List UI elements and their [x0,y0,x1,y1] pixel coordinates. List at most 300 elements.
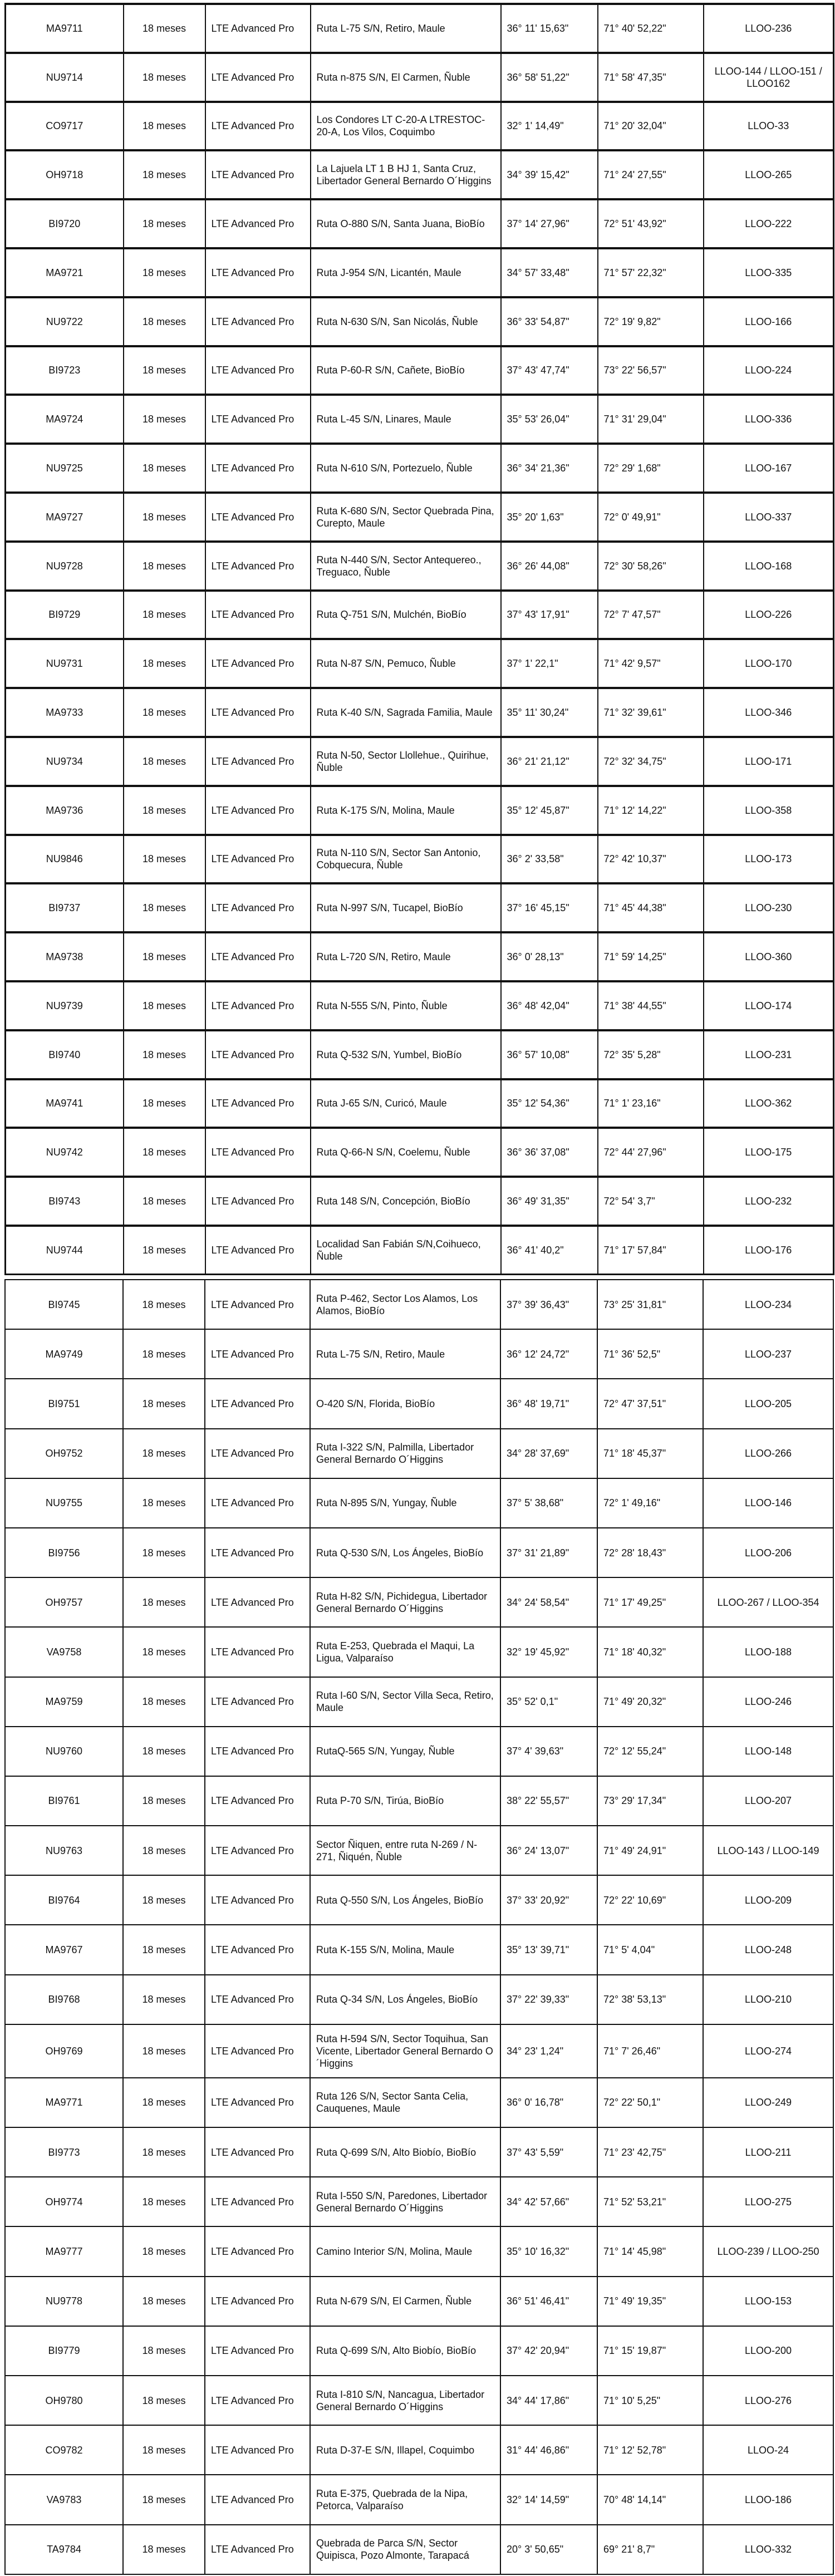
site-code-cell: BI9737 [6,883,124,932]
address-cell: Ruta L-75 S/N, Retiro, Maule [311,4,501,53]
reference-id-cell: LLOO-265 [704,150,834,199]
site-code-cell: NU9722 [6,297,124,346]
duration-cell: 18 meses [124,932,205,981]
technology-cell: LTE Advanced Pro [205,1727,310,1776]
table-row [6,932,834,981]
technology-cell: LTE Advanced Pro [205,981,311,1030]
technology-cell: LTE Advanced Pro [205,248,311,297]
table-row [6,53,834,102]
table-row [6,493,834,542]
reference-id-cell: LLOO-173 [704,835,834,884]
longitude-cell: 72° 0' 49,91" [598,493,704,542]
duration-cell: 18 meses [123,2024,205,2078]
longitude-cell: 71° 18' 45,37" [597,1429,703,1478]
sites-table-part-2 [4,1279,834,2575]
reference-id-cell: LLOO-276 [703,2376,833,2425]
site-code-cell: MA9759 [5,1677,123,1727]
site-code-cell: OH9769 [5,2024,123,2078]
reference-id-cell: LLOO-275 [703,2177,833,2226]
reference-id-cell: LLOO-230 [704,883,834,932]
site-code-cell: BI9756 [5,1528,123,1577]
table-row [5,1627,833,1677]
latitude-cell: 36° 33' 54,87" [501,297,598,346]
address-cell: Ruta N-50, Sector Llollehue., Quirihue, Ñuble [311,737,501,786]
longitude-cell: 71° 59' 14,25" [598,932,704,981]
duration-cell: 18 meses [124,4,205,53]
duration-cell: 18 meses [124,493,205,542]
reference-id-cell: LLOO-226 [704,591,834,640]
site-code-cell: CO9782 [5,2425,123,2475]
reference-id-cell: LLOO-362 [704,1079,834,1128]
reference-id-cell: LLOO-170 [704,639,834,688]
duration-cell: 18 meses [124,639,205,688]
latitude-cell: 35° 13' 39,71" [500,1925,597,1974]
duration-cell: 18 meses [124,102,205,151]
latitude-cell: 34° 42' 57,66" [500,2177,597,2226]
longitude-cell: 71° 31' 29,04" [598,395,704,444]
duration-cell: 18 meses [124,444,205,493]
duration-cell: 18 meses [123,2277,205,2326]
reference-id-cell: LLOO-174 [704,981,834,1030]
address-cell: Ruta Q-530 S/N, Los Ángeles, BioBío [310,1528,500,1577]
duration-cell: 18 meses [123,1329,205,1379]
reference-id-cell: LLOO-222 [704,199,834,248]
address-cell: Ruta L-75 S/N, Retiro, Maule [310,1329,500,1379]
table-row [5,1379,833,1428]
longitude-cell: 71° 57' 22,32" [598,248,704,297]
duration-cell: 18 meses [124,53,205,102]
address-cell: Ruta Q-66-N S/N, Coelemu, Ñuble [311,1128,501,1177]
latitude-cell: 36° 36' 37,08" [501,1128,598,1177]
reference-id-cell: LLOO-224 [704,346,834,395]
duration-cell: 18 meses [124,395,205,444]
reference-id-cell: LLOO-186 [703,2475,833,2524]
duration-cell: 18 meses [123,1379,205,1428]
latitude-cell: 37° 5' 38,68" [500,1478,597,1528]
latitude-cell: 35° 20' 1,63" [501,493,598,542]
table-row [6,981,834,1030]
technology-cell: LTE Advanced Pro [205,395,311,444]
table-row [6,395,834,444]
latitude-cell: 35° 11' 30,24" [501,688,598,737]
duration-cell: 18 meses [124,346,205,395]
technology-cell: LTE Advanced Pro [205,1528,310,1577]
table-row [5,1677,833,1727]
address-cell: Ruta J-65 S/N, Curicó, Maule [311,1079,501,1128]
latitude-cell: 32° 19' 45,92" [500,1627,597,1677]
table-row [6,639,834,688]
reference-id-cell: LLOO-167 [704,444,834,493]
address-cell: Ruta n-875 S/N, El Carmen, Ñuble [311,53,501,102]
technology-cell: LTE Advanced Pro [205,1627,310,1677]
longitude-cell: 71° 20' 32,04" [598,102,704,151]
duration-cell: 18 meses [123,1528,205,1577]
latitude-cell: 37° 33' 20,92" [500,1875,597,1925]
longitude-cell: 72° 54' 3,7" [598,1177,704,1226]
table-row [6,591,834,640]
technology-cell: LTE Advanced Pro [205,2226,310,2276]
technology-cell: LTE Advanced Pro [205,444,311,493]
longitude-cell: 73° 22' 56,57" [598,346,704,395]
latitude-cell: 20° 3' 50,65" [500,2525,597,2574]
address-cell: Ruta N-630 S/N, San Nicolás, Ñuble [311,297,501,346]
reference-id-cell: LLOO-166 [704,297,834,346]
site-code-cell: NU9728 [6,542,124,591]
reference-id-cell: LLOO-239 / LLOO-250 [703,2226,833,2276]
address-cell: Ruta Q-532 S/N, Yumbel, BioBío [311,1030,501,1079]
duration-cell: 18 meses [123,2376,205,2425]
reference-id-cell: LLOO-360 [704,932,834,981]
table-row [6,346,834,395]
site-code-cell: VA9783 [5,2475,123,2524]
duration-cell: 18 meses [124,297,205,346]
reference-id-cell: LLOO-171 [704,737,834,786]
longitude-cell: 72° 47' 37,51" [597,1379,703,1428]
reference-id-cell: LLOO-232 [704,1177,834,1226]
reference-id-cell: LLOO-237 [703,1329,833,1379]
address-cell: Ruta Q-34 S/N, Los Ángeles, BioBío [310,1975,500,2024]
duration-cell: 18 meses [123,2226,205,2276]
longitude-cell: 71° 5' 4,04" [597,1925,703,1974]
longitude-cell: 72° 29' 1,68" [598,444,704,493]
table-row [5,1528,833,1577]
latitude-cell: 37° 14' 27,96" [501,199,598,248]
technology-cell: LTE Advanced Pro [205,2024,310,2078]
site-code-cell: NU9739 [6,981,124,1030]
technology-cell: LTE Advanced Pro [205,2078,310,2127]
longitude-cell: 71° 49' 19,35" [597,2277,703,2326]
site-code-cell: OH9718 [6,150,124,199]
address-cell: Ruta Q-550 S/N, Los Ángeles, BioBío [310,1875,500,1925]
address-cell: Ruta N-895 S/N, Yungay, Ñuble [310,1478,500,1528]
duration-cell: 18 meses [123,2525,205,2574]
latitude-cell: 36° 48' 42,04" [501,981,598,1030]
duration-cell: 18 meses [124,786,205,835]
address-cell: Ruta E-375, Quebrada de la Nipa, Petorca, Valparaíso [310,2475,500,2524]
site-code-cell: BI9773 [5,2127,123,2177]
longitude-cell: 71° 40' 52,22" [598,4,704,53]
reference-id-cell: LLOO-234 [703,1280,833,1329]
table-row [5,2326,833,2376]
duration-cell: 18 meses [123,1280,205,1329]
longitude-cell: 71° 14' 45,98" [597,2226,703,2276]
longitude-cell: 71° 58' 47,35" [598,53,704,102]
latitude-cell: 36° 26' 44,08" [501,542,598,591]
longitude-cell: 71° 24' 27,55" [598,150,704,199]
longitude-cell: 71° 10' 5,25" [597,2376,703,2425]
reference-id-cell: LLOO-332 [703,2525,833,2574]
duration-cell: 18 meses [123,1826,205,1875]
technology-cell: LTE Advanced Pro [205,591,311,640]
longitude-cell: 71° 12' 52,78" [597,2425,703,2475]
address-cell: Ruta P-70 S/N, Tirúa, BioBío [310,1776,500,1826]
site-code-cell: OH9780 [5,2376,123,2425]
site-code-cell: NU9760 [5,1727,123,1776]
longitude-cell: 72° 51' 43,92" [598,199,704,248]
duration-cell: 18 meses [124,591,205,640]
duration-cell: 18 meses [123,2078,205,2127]
longitude-cell: 73° 25' 31,81" [597,1280,703,1329]
address-cell: O-420 S/N, Florida, BioBío [310,1379,500,1428]
longitude-cell: 71° 38' 44,55" [598,981,704,1030]
reference-id-cell: LLOO-143 / LLOO-149 [703,1826,833,1875]
technology-cell: LTE Advanced Pro [205,1079,311,1128]
sites-table-part-1 [4,3,834,1275]
latitude-cell: 35° 12' 54,36" [501,1079,598,1128]
site-code-cell: MA9727 [6,493,124,542]
longitude-cell: 72° 28' 18,43" [597,1528,703,1577]
latitude-cell: 37° 43' 17,91" [501,591,598,640]
longitude-cell: 72° 42' 10,37" [598,835,704,884]
technology-cell: LTE Advanced Pro [205,1975,310,2024]
address-cell: Ruta Q-751 S/N, Mulchén, BioBío [311,591,501,640]
reference-id-cell: LLOO-146 [703,1478,833,1528]
latitude-cell: 36° 12' 24,72" [500,1329,597,1379]
table-row [5,1975,833,2024]
site-code-cell: NU9778 [5,2277,123,2326]
longitude-cell: 71° 7' 26,46" [597,2024,703,2078]
technology-cell: LTE Advanced Pro [205,297,311,346]
duration-cell: 18 meses [124,199,205,248]
latitude-cell: 36° 34' 21,36" [501,444,598,493]
technology-cell: LTE Advanced Pro [205,1128,311,1177]
reference-id-cell: LLOO-188 [703,1627,833,1677]
latitude-cell: 37° 16' 45,15" [501,883,598,932]
site-code-cell: BI9720 [6,199,124,248]
reference-id-cell: LLOO-335 [704,248,834,297]
site-code-cell: NU9731 [6,639,124,688]
reference-id-cell: LLOO-33 [704,102,834,151]
table-row [5,2525,833,2574]
table-row [6,248,834,297]
site-code-cell: MA9721 [6,248,124,297]
site-code-cell: BI9779 [5,2326,123,2376]
latitude-cell: 31° 44' 46,86" [500,2425,597,2475]
reference-id-cell: LLOO-231 [704,1030,834,1079]
duration-cell: 18 meses [124,883,205,932]
latitude-cell: 36° 0' 16,78" [500,2078,597,2127]
longitude-cell: 71° 15' 19,87" [597,2326,703,2376]
table-row [6,199,834,248]
latitude-cell: 34° 23' 1,24" [500,2024,597,2078]
longitude-cell: 72° 22' 10,69" [597,1875,703,1925]
site-code-cell: MA9777 [5,2226,123,2276]
site-code-cell: NU9734 [6,737,124,786]
table-row [6,150,834,199]
table-row [5,1875,833,1925]
longitude-cell: 71° 52' 53,21" [597,2177,703,2226]
longitude-cell: 71° 23' 42,75" [597,2127,703,2177]
site-code-cell: MA9724 [6,395,124,444]
latitude-cell: 38° 22' 55,57" [500,1776,597,1826]
table-row [5,2475,833,2524]
site-code-cell: BI9740 [6,1030,124,1079]
technology-cell: LTE Advanced Pro [205,1776,310,1826]
technology-cell: LTE Advanced Pro [205,493,311,542]
table-row [6,786,834,835]
duration-cell: 18 meses [123,2475,205,2524]
duration-cell: 18 meses [124,737,205,786]
duration-cell: 18 meses [124,150,205,199]
address-cell: Ruta P-462, Sector Los Alamos, Los Alamos, BioBío [310,1280,500,1329]
technology-cell: LTE Advanced Pro [205,1329,310,1379]
reference-id-cell: LLOO-337 [704,493,834,542]
duration-cell: 18 meses [124,1079,205,1128]
technology-cell: LTE Advanced Pro [205,2425,310,2475]
address-cell: Ruta I-60 S/N, Sector Villa Seca, Retiro, Maule [310,1677,500,1727]
address-cell: Ruta L-720 S/N, Retiro, Maule [311,932,501,981]
site-code-cell: VA9758 [5,1627,123,1677]
reference-id-cell: LLOO-274 [703,2024,833,2078]
reference-id-cell: LLOO-209 [703,1875,833,1925]
table-row [5,2078,833,2127]
address-cell: Ruta N-110 S/N, Sector San Antonio, Cobquecura, Ñuble [311,835,501,884]
longitude-cell: 72° 1' 49,16" [597,1478,703,1528]
table-row [6,883,834,932]
table-row [5,1925,833,1974]
table-row [5,1727,833,1776]
duration-cell: 18 meses [124,1030,205,1079]
longitude-cell: 72° 35' 5,28" [598,1030,704,1079]
reference-id-cell: LLOO-346 [704,688,834,737]
address-cell: Ruta K-680 S/N, Sector Quebrada Pina, Curepto, Maule [311,493,501,542]
site-code-cell: BI9745 [5,1280,123,1329]
site-code-cell: NU9846 [6,835,124,884]
table-row [6,1030,834,1079]
site-code-cell: BI9743 [6,1177,124,1226]
site-code-cell: BI9729 [6,591,124,640]
latitude-cell: 36° 24' 13,07" [500,1826,597,1875]
longitude-cell: 71° 49' 24,91" [597,1826,703,1875]
address-cell: Ruta L-45 S/N, Linares, Maule [311,395,501,444]
duration-cell: 18 meses [124,1177,205,1226]
technology-cell: LTE Advanced Pro [205,4,311,53]
duration-cell: 18 meses [124,688,205,737]
site-code-cell: MA9749 [5,1329,123,1379]
reference-id-cell: LLOO-249 [703,2078,833,2127]
longitude-cell: 72° 38' 53,13" [597,1975,703,2024]
technology-cell: LTE Advanced Pro [205,2525,310,2574]
address-cell: Ruta K-40 S/N, Sagrada Familia, Maule [311,688,501,737]
longitude-cell: 72° 30' 58,26" [598,542,704,591]
latitude-cell: 32° 1' 14,49" [501,102,598,151]
site-code-cell: MA9767 [5,1925,123,1974]
latitude-cell: 36° 57' 10,08" [501,1030,598,1079]
longitude-cell: 71° 45' 44,38" [598,883,704,932]
latitude-cell: 37° 43' 5,59" [500,2127,597,2177]
site-code-cell: MA9738 [6,932,124,981]
table-row [6,835,834,884]
table-row [6,297,834,346]
duration-cell: 18 meses [123,2425,205,2475]
table-row [6,688,834,737]
latitude-cell: 35° 12' 45,87" [501,786,598,835]
reference-id-cell: LLOO-207 [703,1776,833,1826]
reference-id-cell: LLOO-248 [703,1925,833,1974]
site-code-cell: NU9742 [6,1128,124,1177]
longitude-cell: 73° 29' 17,34" [597,1776,703,1826]
duration-cell: 18 meses [123,1478,205,1528]
technology-cell: LTE Advanced Pro [205,53,311,102]
technology-cell: LTE Advanced Pro [205,1478,310,1528]
address-cell: RutaQ-565 S/N, Yungay, Ñuble [310,1727,500,1776]
reference-id-cell: LLOO-210 [703,1975,833,2024]
reference-id-cell: LLOO-153 [703,2277,833,2326]
longitude-cell: 72° 44' 27,96" [598,1128,704,1177]
table-row [6,1226,834,1275]
duration-cell: 18 meses [123,1975,205,2024]
technology-cell: LTE Advanced Pro [205,199,311,248]
table-row [5,2277,833,2326]
latitude-cell: 36° 21' 21,12" [501,737,598,786]
latitude-cell: 36° 58' 51,22" [501,53,598,102]
duration-cell: 18 meses [123,2326,205,2376]
longitude-cell: 71° 1' 23,16" [598,1079,704,1128]
latitude-cell: 36° 0' 28,13" [501,932,598,981]
address-cell: Sector Ñiquen, entre ruta N-269 / N-271, Ñiquén, Ñuble [310,1826,500,1875]
reference-id-cell: LLOO-358 [704,786,834,835]
longitude-cell: 71° 32' 39,61" [598,688,704,737]
table-row [6,1128,834,1177]
address-cell: Ruta D-37-E S/N, Illapel, Coquimbo [310,2425,500,2475]
address-cell: Ruta N-679 S/N, El Carmen, Ñuble [310,2277,500,2326]
technology-cell: LTE Advanced Pro [205,1875,310,1925]
longitude-cell: 72° 7' 47,57" [598,591,704,640]
latitude-cell: 36° 49' 31,35" [501,1177,598,1226]
latitude-cell: 35° 53' 26,04" [501,395,598,444]
latitude-cell: 36° 48' 19,71" [500,1379,597,1428]
duration-cell: 18 meses [123,1677,205,1727]
latitude-cell: 36° 51' 46,41" [500,2277,597,2326]
technology-cell: LTE Advanced Pro [205,1677,310,1727]
latitude-cell: 34° 28' 37,69" [500,1429,597,1478]
longitude-cell: 71° 12' 14,22" [598,786,704,835]
site-code-cell: BI9751 [5,1379,123,1428]
address-cell: Ruta H-594 S/N, Sector Toquihua, San Vicente, Libertador General Bernardo O´Higgins [310,2024,500,2078]
table-body [6,4,834,1275]
address-cell: Ruta K-175 S/N, Molina, Maule [311,786,501,835]
table-body [5,1280,833,2574]
longitude-cell: 72° 12' 55,24" [597,1727,703,1776]
technology-cell: LTE Advanced Pro [205,1280,310,1329]
site-code-cell: BI9723 [6,346,124,395]
address-cell: Ruta 148 S/N, Concepción, BioBío [311,1177,501,1226]
site-code-cell: MA9711 [6,4,124,53]
site-code-cell: MA9741 [6,1079,124,1128]
duration-cell: 18 meses [123,2127,205,2177]
table-row [5,1577,833,1627]
technology-cell: LTE Advanced Pro [205,2177,310,2226]
address-cell: Ruta P-60-R S/N, Cañete, BioBío [311,346,501,395]
reference-id-cell: LLOO-236 [704,4,834,53]
site-code-cell: BI9761 [5,1776,123,1826]
table-row [6,737,834,786]
duration-cell: 18 meses [124,248,205,297]
duration-cell: 18 meses [123,1875,205,1925]
address-cell: Ruta N-610 S/N, Portezuelo, Ñuble [311,444,501,493]
latitude-cell: 37° 39' 36,43" [500,1280,597,1329]
reference-id-cell: LLOO-176 [704,1226,834,1275]
technology-cell: LTE Advanced Pro [205,737,311,786]
table-row [5,1776,833,1826]
reference-id-cell: LLOO-148 [703,1727,833,1776]
table-row [5,2127,833,2177]
table-row [5,1429,833,1478]
address-cell: Ruta Q-699 S/N, Alto Biobío, BioBío [310,2326,500,2376]
latitude-cell: 32° 14' 14,59" [500,2475,597,2524]
technology-cell: LTE Advanced Pro [205,688,311,737]
duration-cell: 18 meses [124,835,205,884]
